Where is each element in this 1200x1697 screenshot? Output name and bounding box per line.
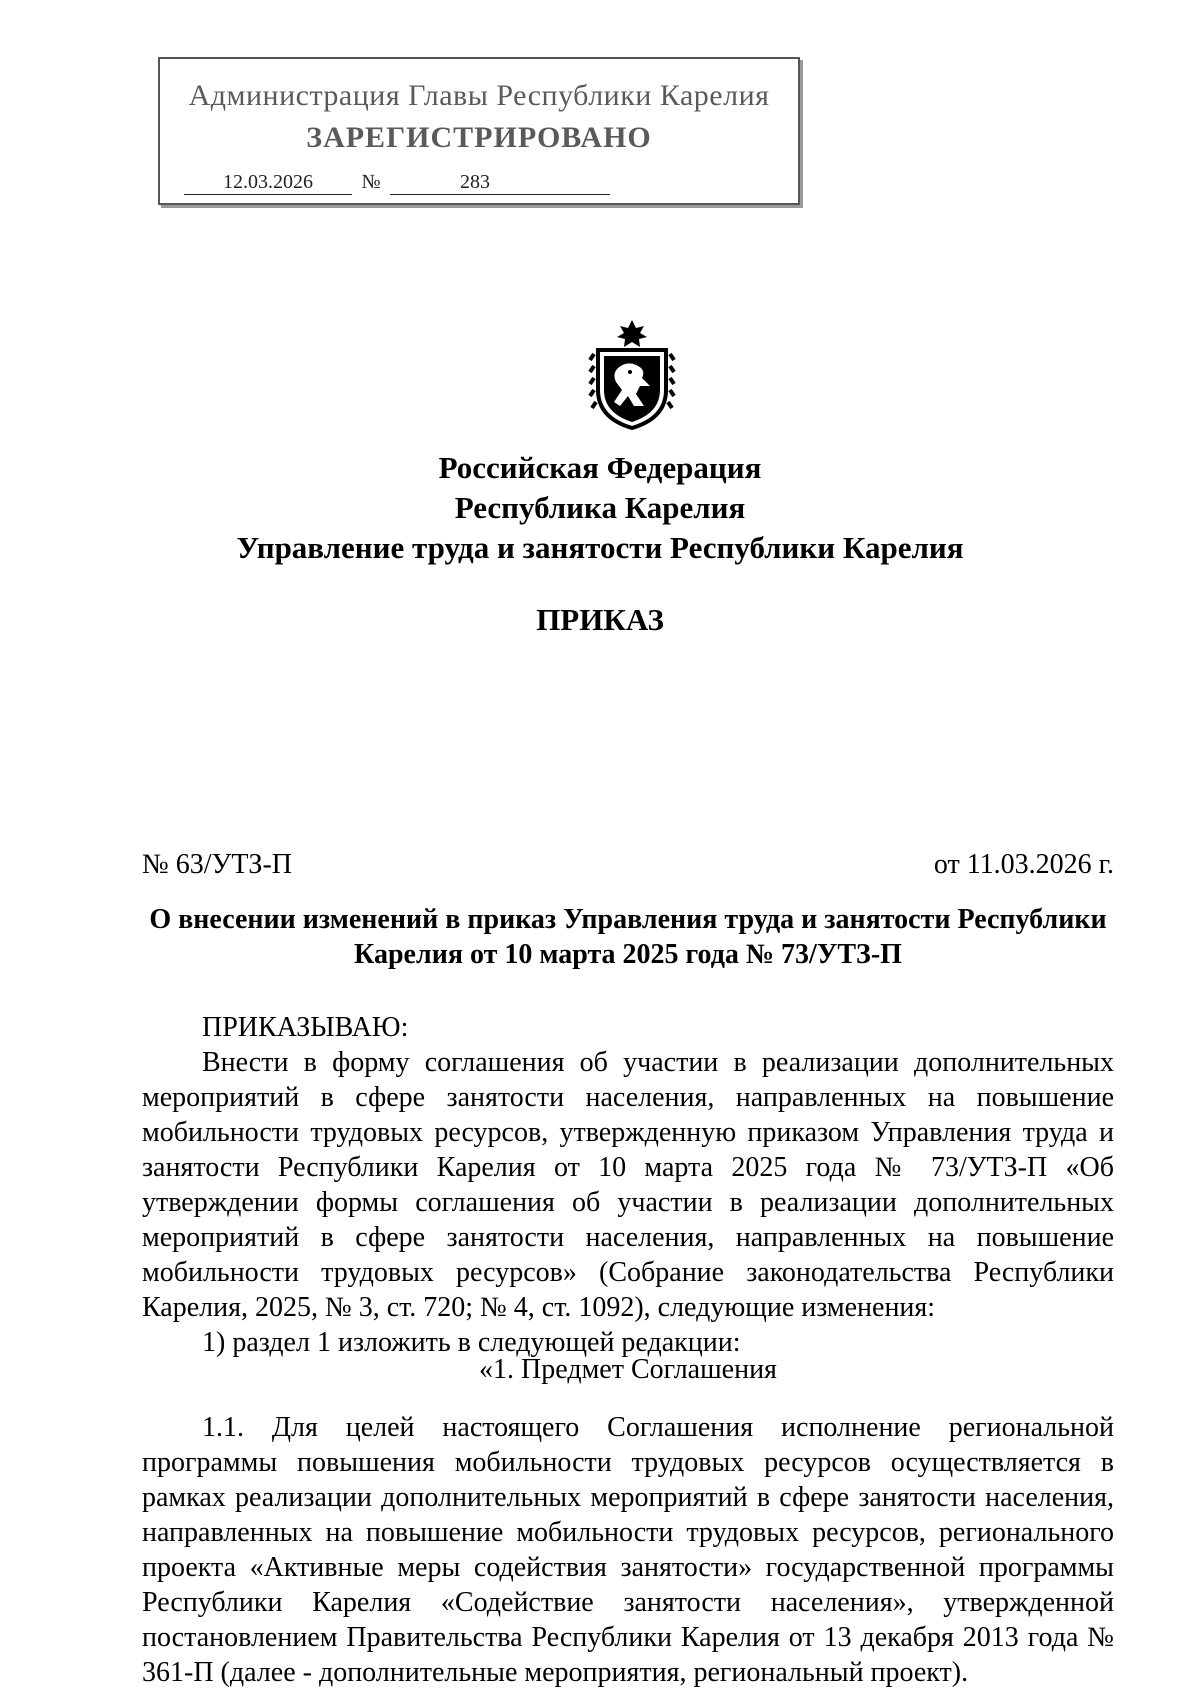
section-title-block: [142, 1352, 1114, 1387]
header-agency: Управление труда и занятости Республики Карелия: [236, 530, 964, 565]
item-1: 1) раздел 1 изложить в следующей редакции:: [202, 1327, 741, 1358]
stamp-number-sign: №: [361, 171, 381, 193]
paragraph-main: Внести в форму соглашения об участии в реализации дополнительных мероприятий в сфере занятости населения, направленных на повышение мобильности трудовых ресурсов, утвержденную приказом Управления труда и занятости Республики Карелия от 10 марта 2025 года № 73/УТЗ-П «Об утверждении формы соглашения об участии в реализации дополнительных мероприятий в сфере занятости населения, направленных на повышение мобильности трудовых ресурсов» (Собрание законодательства Республики Карелия, 2025, № 3, ст. 720; № 4, ст. 1092), следующие изменения:: [142, 1047, 1114, 1323]
registration-stamp: [158, 57, 800, 205]
stamp-date: 12.03.2026: [184, 171, 352, 195]
stamp-registration-details: [184, 171, 624, 197]
section-body: [142, 1410, 1114, 1690]
stamp-authority: Администрация Главы Республики Карелия: [188, 79, 770, 112]
order-number: № 63/УТЗ-П: [142, 849, 292, 880]
subject-line-1: О внесении изменений в приказ Управления труда и занятости Республики: [149, 904, 1107, 935]
order-title: ПРИКАЗ: [536, 602, 664, 637]
order-subject: [142, 902, 1114, 972]
header-republic: Республика Карелия: [454, 490, 746, 525]
stamp-registered: ЗАРЕГИСТРИРОВАНО: [306, 121, 652, 154]
order-body: [142, 1010, 1114, 1360]
decree-word: ПРИКАЗЫВАЮ:: [202, 1012, 409, 1043]
section-title: «1. Предмет Соглашения: [479, 1354, 777, 1385]
order-date: от 11.03.2026 г.: [933, 849, 1114, 880]
subject-line-2: Карелия от 10 марта 2025 года № 73/УТЗ-П: [354, 939, 902, 970]
header-country: Российская Федерация: [438, 450, 762, 485]
document-header: [0, 448, 1200, 568]
karelia-coat-of-arms-icon: [584, 320, 680, 430]
paragraph-1-1: 1.1. Для целей настоящего Соглашения исполнение региональной программы повышения мобильности трудовых ресурсов осуществляется в рамках реализации дополнительных мероприятий в сфере занятости населения, направленных на повышение мобильности трудовых ресурсов, регионального проекта «Активные меры содействия занятости» государственной программы Республики Карелия «Содействие занятости населения», утвержденной постановлением Правительства Республики Карелия от 13 декабря 2013 года № 361-П (далее - дополнительные мероприятия, региональный проект).: [142, 1412, 1114, 1688]
stamp-number: 283: [390, 171, 610, 195]
